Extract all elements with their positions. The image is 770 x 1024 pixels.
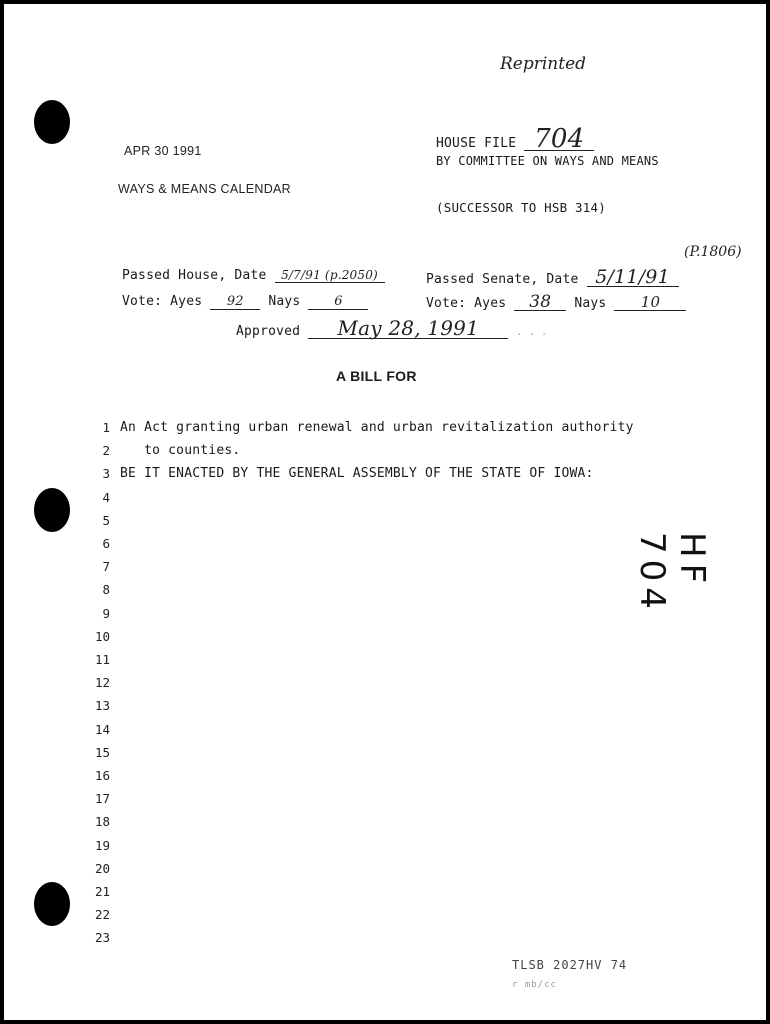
- passed-senate-label: Passed Senate, Date: [426, 272, 579, 287]
- senate-nays-value: 10: [614, 294, 686, 311]
- line-number: 20: [94, 860, 110, 876]
- house-nays-value: 6: [308, 294, 368, 310]
- senate-nays-label: Nays: [574, 296, 607, 311]
- line-number: 16: [94, 768, 110, 783]
- house-ayes-value: 92: [210, 294, 260, 310]
- senate-journal-page: (P.1806): [684, 244, 742, 260]
- line-number: 22: [94, 907, 110, 923]
- approved-date: May 28, 1991: [308, 318, 508, 339]
- passed-senate-line: [426, 268, 679, 287]
- punch-hole-top: [34, 100, 70, 144]
- line-number: 10: [94, 628, 110, 644]
- senate-vote-label: Vote: Ayes: [426, 296, 507, 311]
- committee-line: BY COMMITTEE ON WAYS AND MEANS: [436, 154, 659, 168]
- bill-line-1: An Act granting urban renewal and urban revitalization authority: [120, 420, 634, 435]
- successor-line: (SUCCESSOR TO HSB 314): [436, 200, 606, 215]
- house-vote-line: [122, 294, 368, 310]
- passed-house-date: 5/7/91 (p.2050): [275, 268, 385, 283]
- line-number: 18: [94, 814, 110, 830]
- line-number: 11: [94, 652, 110, 667]
- calendar-stamp: WAYS & MEANS CALENDAR: [118, 182, 291, 196]
- line-number: 8: [102, 582, 110, 598]
- line-number: 1: [102, 420, 110, 435]
- approved-trailing-dots: . . .: [516, 327, 548, 338]
- line-number: 2: [102, 443, 110, 459]
- approved-line: [236, 318, 547, 339]
- line-number: 21: [94, 884, 110, 899]
- bill-line-2: to counties.: [120, 443, 241, 458]
- line-number: 7: [102, 559, 110, 575]
- house-nays-label: Nays: [268, 294, 301, 309]
- house-file-line: [436, 124, 594, 154]
- bill-for-heading: A BILL FOR: [336, 368, 417, 384]
- line-number: 4: [102, 489, 110, 505]
- punch-hole-bottom: [34, 882, 70, 926]
- approved-label: Approved: [236, 324, 301, 339]
- line-number: 14: [94, 721, 110, 737]
- passed-senate-date: 5/11/91: [587, 268, 679, 287]
- line-number: 5: [102, 512, 110, 528]
- received-date-stamp: APR 30 1991: [124, 144, 202, 158]
- punch-hole-middle: [34, 488, 70, 532]
- senate-vote-line: [426, 294, 686, 311]
- line-number: 13: [94, 698, 110, 714]
- house-vote-label: Vote: Ayes: [122, 294, 203, 309]
- side-file-label: HF 704: [632, 532, 712, 615]
- line-number: 6: [102, 536, 110, 551]
- footer-code-secondary: r mb/cc: [512, 980, 557, 990]
- bill-line-3: BE IT ENACTED BY THE GENERAL ASSEMBLY OF THE STATE OF IOWA:: [120, 466, 594, 481]
- line-number: 17: [94, 791, 110, 807]
- line-number: 3: [102, 466, 110, 482]
- passed-house-label: Passed House, Date: [122, 268, 267, 283]
- line-number: 12: [94, 675, 110, 691]
- line-number: 15: [94, 744, 110, 760]
- passed-house-line: [122, 268, 385, 283]
- footer-code: TLSB 2027HV 74: [512, 958, 628, 972]
- line-number: 23: [94, 930, 110, 946]
- house-file-label: HOUSE FILE: [436, 136, 517, 151]
- line-number: 19: [94, 837, 110, 853]
- line-number: 9: [102, 605, 110, 621]
- senate-ayes-value: 38: [514, 294, 566, 311]
- house-file-number: 704: [524, 128, 594, 151]
- reprinted-annotation: Reprinted: [500, 54, 587, 74]
